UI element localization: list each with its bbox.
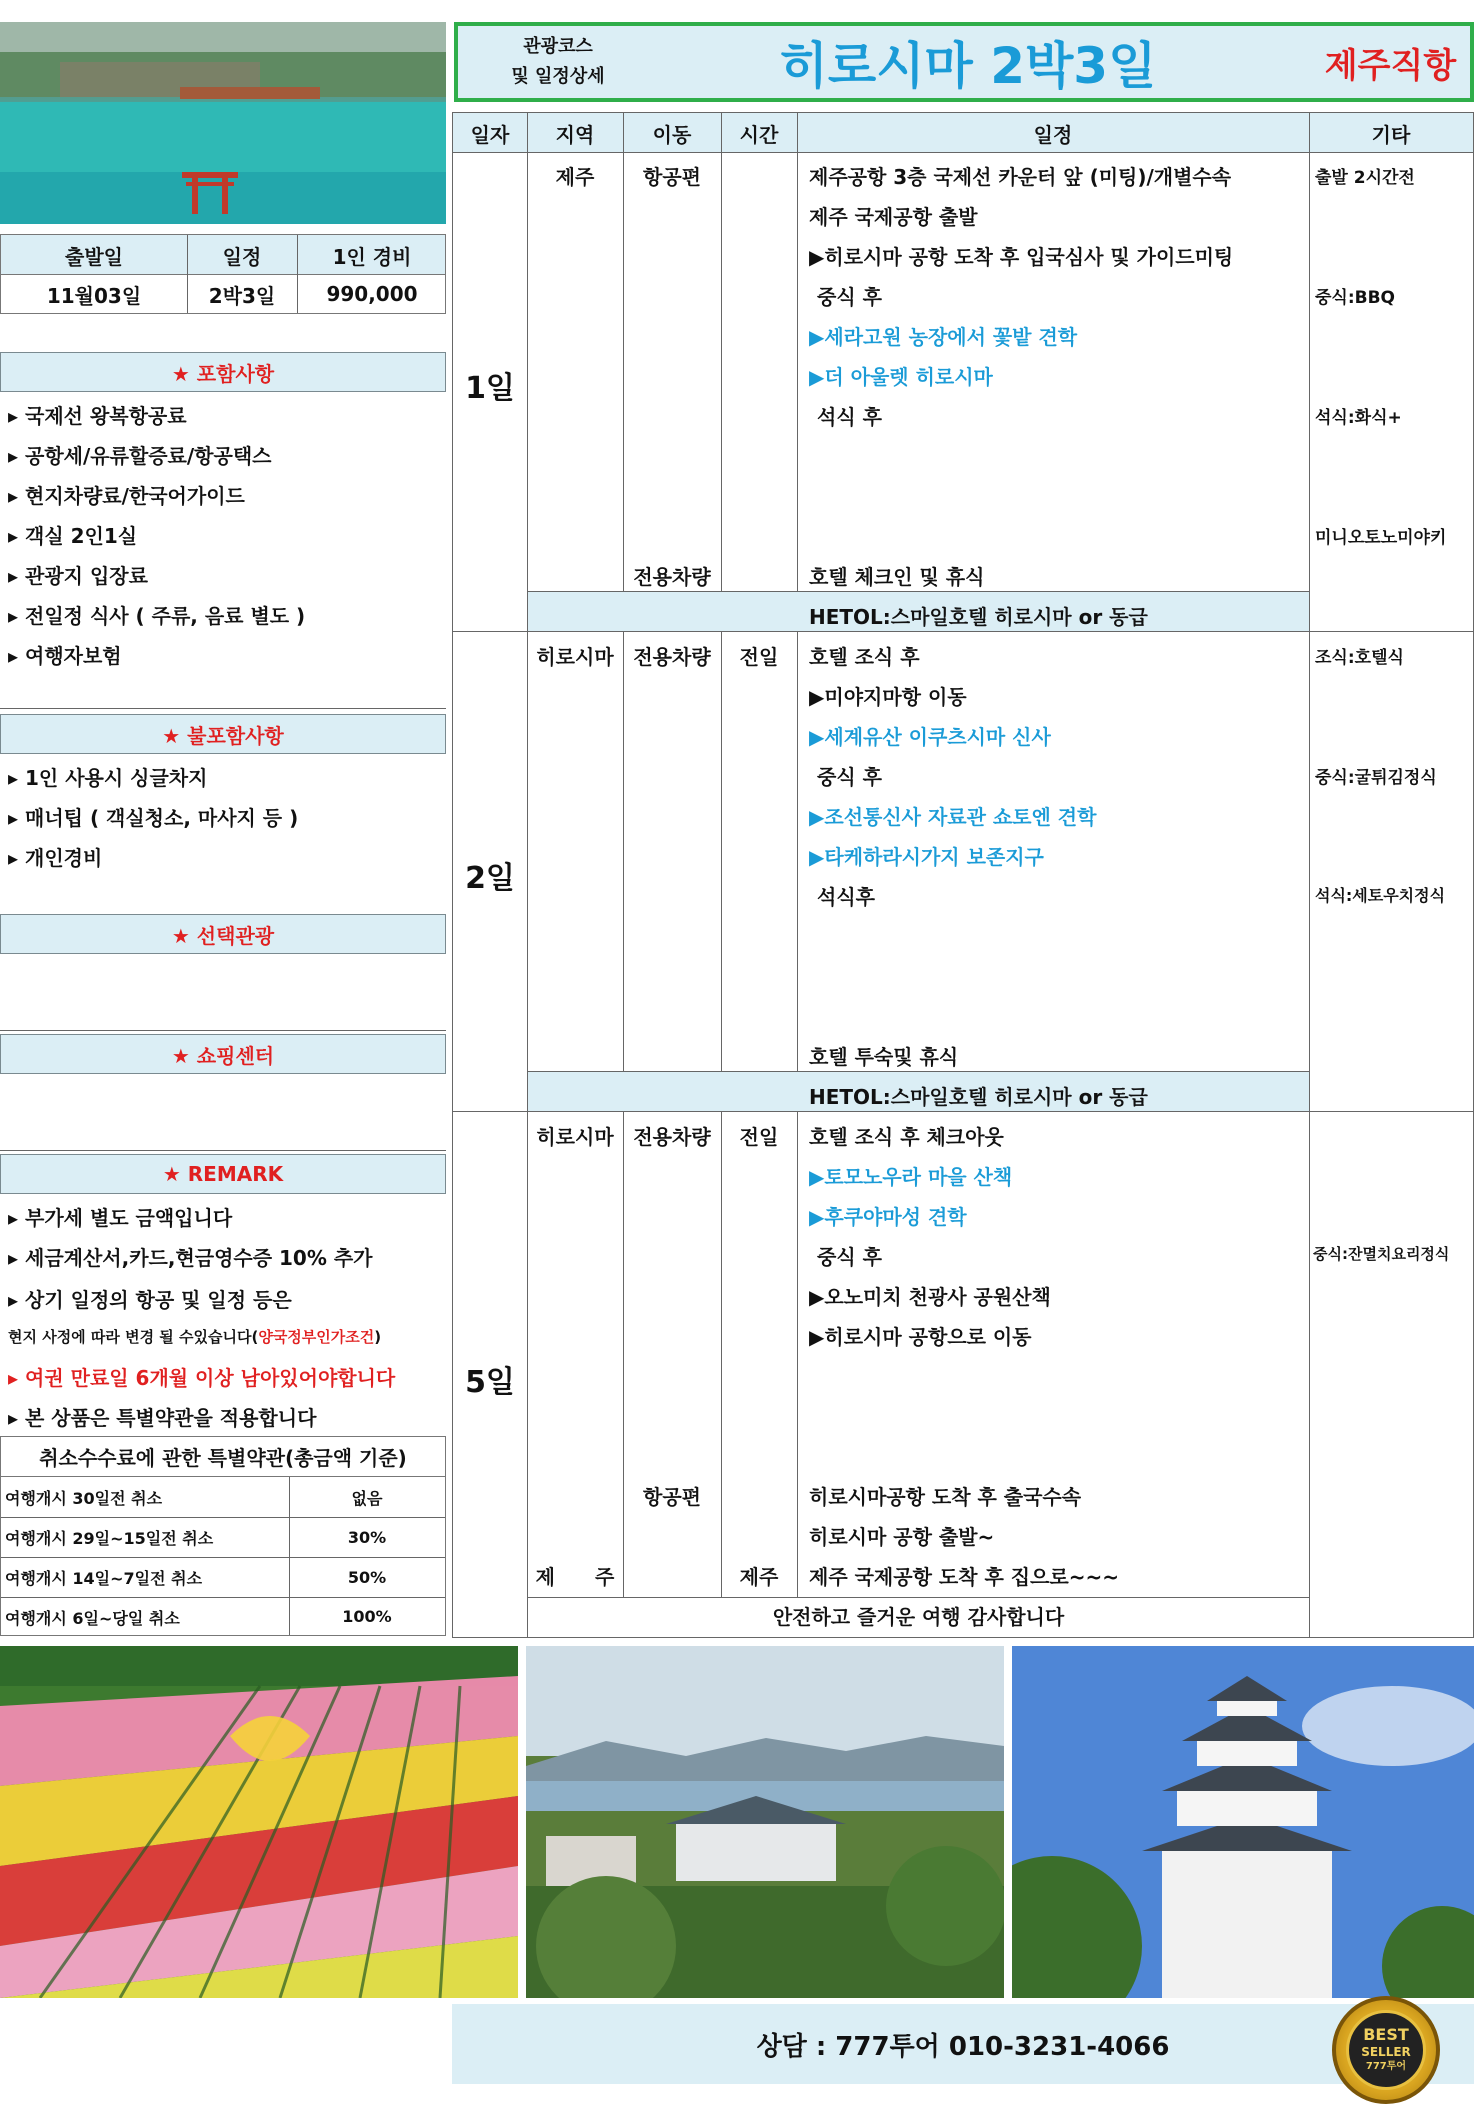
summary-price: 990,000 [326,282,418,306]
summary-header-duration: 일정 [222,244,262,269]
torii-photo [0,22,446,224]
day-3-item: 히로시마 공항 출발~ [809,1525,995,1549]
includes-item: ▸ 여행자보험 [8,640,122,669]
includes-item: ▸ 현지차량료/한국어가이드 [8,480,245,509]
day-1-item: 제주 국제공항 출발 [809,205,978,229]
cancellation-row-value: 30% [347,1527,387,1547]
optional-tour-title: ★ 선택관광 [0,914,446,954]
shopping-center-title: ★ 쇼핑센터 [0,1034,446,1074]
title-subtitle-1: 관광코스 [523,36,593,57]
cancellation-table [0,1436,446,1636]
cancellation-row-value: 50% [347,1567,387,1587]
contact-info: 상담 : 777투어 010-3231-4066 [756,2031,1170,2062]
passport-warning: ▸ 여권 만료일 6개월 이상 남아있어야합니다 [8,1362,395,1391]
excludes-item: ▸ 1인 사용시 싱글차지 [8,762,207,791]
remark-item: ▸ 세금계산서,카드,현금영수증 10% 추가 [8,1242,373,1271]
cancellation-row-label: 여행개시 30일전 취소 [5,1488,163,1508]
seal-seller: SELLER [1361,2045,1411,2059]
day-2-item: ▶조선통신사 자료관 쇼토엔 견학 [809,805,1097,829]
contact-bar [452,2004,1474,2084]
tulip-field-photo [0,1646,518,1998]
remark-item: ▸ 본 상품은 특별약관을 적용합니다 [8,1402,316,1431]
day-1-item: 석식 후 [817,405,882,429]
excludes-item: ▸ 매너팁 ( 객실청소, 마사지 등 ) [8,802,298,831]
best-seller-seal [1332,1996,1440,2104]
day-2-transport: 전용차량 [633,645,711,669]
remark-item: ▸ 부가세 별도 금액입니다 [8,1202,232,1231]
day-3-transport-flight: 항공편 [643,1485,701,1509]
page-title: 히로시마 2박3일 [779,37,1157,95]
day-1-transport-flight: 항공편 [643,165,701,189]
direct-flight-badge: 제주직항 [1324,45,1457,86]
title-box [454,22,1474,102]
cancellation-row-label: 여행개시 6일~당일 취소 [5,1608,180,1628]
day-2-item: ▶타케하라시가지 보존지구 [809,845,1044,869]
day-1-etc: 중식:BBQ [1315,288,1396,308]
excludes-item: ▸ 개인경비 [8,842,102,871]
day-2-etc: 조식:호텔식 [1315,648,1404,668]
day-2-region: 히로시마 [536,645,614,669]
day-3-item: ▶토모노우라 마을 산책 [809,1165,1013,1189]
day-1-region: 제주 [555,165,595,189]
cancellation-row-label: 여행개시 14일~7일전 취소 [5,1568,203,1588]
day-2-etc: 중식:굴튀김정식 [1315,768,1437,788]
day-2-etc: 석식:세토우치정식 [1315,886,1446,905]
schedule-header-itinerary: 일정 [1033,122,1073,147]
day-1-item: 호텔 체크인 및 휴식 [809,565,985,589]
schedule-table [452,112,1474,1638]
includes-item: ▸ 객실 2인1실 [8,520,137,549]
day-1-etc: 미니오토노미야키 [1315,528,1447,548]
day-3-item: 히로시마공항 도착 후 출국수속 [809,1485,1082,1509]
day-2-item: ▶세계유산 이쿠츠시마 신사 [809,725,1051,749]
schedule-header-transport: 이동 [652,122,692,147]
title-subtitle-2: 및 일정상세 [511,66,605,87]
includes-title: ★ 포함사항 [0,352,446,392]
remark-note [8,1326,381,1347]
onomichi-view-photo [526,1646,1004,1998]
schedule-header-time: 시간 [739,122,779,147]
day-3-item: ▶히로시마 공항으로 이동 [809,1325,1032,1349]
day-1-etc: 석식:화식+ [1315,408,1402,428]
excludes-title: ★ 불포함사항 [0,714,446,754]
includes-item: ▸ 전일정 식사 ( 주류, 음료 별도 ) [8,600,305,629]
day-2-item: 중식 후 [817,765,882,789]
day-2-label: 2일 [465,861,515,896]
day-3-item: ▶후쿠야마성 견학 [809,1205,967,1229]
day-3-item: 호텔 조식 후 체크아웃 [809,1125,1004,1149]
schedule-header-region: 지역 [555,122,595,147]
day-3-region-end: 제 주 [535,1565,615,1589]
day-1-hotel: HETOL:스마일호텔 히로시마 or 동급 [809,605,1148,629]
day-3-transport: 전용차량 [633,1125,711,1149]
summary-header-date: 출발일 [65,244,123,269]
day-1-item: 중식 후 [817,285,882,309]
remark-note-suffix: ) [374,1328,382,1346]
includes-item: ▸ 관광지 입장료 [8,560,148,589]
day-1-item: ▶세라고원 농장에서 꽃밭 견학 [809,325,1078,349]
day-2-item: ▶미야지마항 이동 [809,685,967,709]
remark-note-highlight: 양국정부인가조건 [258,1328,375,1346]
day-1-etc: 출발 2시간전 [1315,168,1415,188]
schedule-header-etc: 기타 [1371,122,1411,147]
day-2-item: 석식후 [817,885,875,909]
day-1-transport-bus: 전용차량 [633,565,711,589]
summary-date: 11월03일 [46,283,142,308]
day-1-item: ▶더 아울렛 히로시마 [809,365,993,389]
remark-note-prefix: 현지 사정에 따라 변경 될 수있습니다( [8,1328,259,1346]
remark-item: ▸ 상기 일정의 항공 및 일정 등은 [8,1284,292,1313]
summary-duration: 2박3일 [208,283,276,308]
summary-table [0,234,446,314]
day-2-item: 호텔 투숙및 휴식 [809,1045,959,1069]
closing-message: 안전하고 즐거운 여행 감사합니다 [772,1605,1065,1629]
remark-title: ★ REMARK [0,1154,446,1194]
includes-item: ▸ 공항세/유류할증료/항공택스 [8,440,271,469]
day-2-hotel: HETOL:스마일호텔 히로시마 or 동급 [809,1085,1148,1109]
day-1-item: ▶히로시마 공항 도착 후 입국심사 및 가이드미팅 [809,245,1234,269]
day-3-time: 전일 [739,1125,779,1149]
day-3-region: 히로시마 [536,1125,614,1149]
day-3-item: 중식 후 [817,1245,882,1269]
day-3-etc: 중식:잔멸치요리정식 [1313,1245,1450,1263]
day-3-item: 제주 국제공항 도착 후 집으로~~~ [809,1565,1119,1589]
cancellation-title: 취소수수료에 관한 특별약관(총금액 기준) [1,1437,445,1477]
day-3-time-end: 제주 [739,1565,779,1589]
includes-item: ▸ 국제선 왕복항공료 [8,400,187,429]
cancellation-row-value: 없음 [351,1488,383,1508]
day-2-time: 전일 [739,645,779,669]
seal-company: 777투어 [1365,2061,1407,2072]
cancellation-row-value: 100% [342,1606,392,1626]
fukuyama-castle-photo [1012,1646,1474,1998]
day-1-label: 1일 [465,371,515,406]
day-1-item: 제주공항 3층 국제선 카운터 앞 (미팅)/개별수속 [809,165,1232,189]
day-3-item: ▶오노미치 천광사 공원산책 [809,1285,1051,1309]
cancellation-row-label: 여행개시 29일~15일전 취소 [5,1528,214,1548]
day-2-item: 호텔 조식 후 [809,645,920,669]
day-3-label: 5일 [465,1365,515,1400]
schedule-header-day: 일자 [470,122,510,147]
summary-header-price: 1인 경비 [332,244,412,269]
seal-best: BEST [1363,2025,1409,2044]
